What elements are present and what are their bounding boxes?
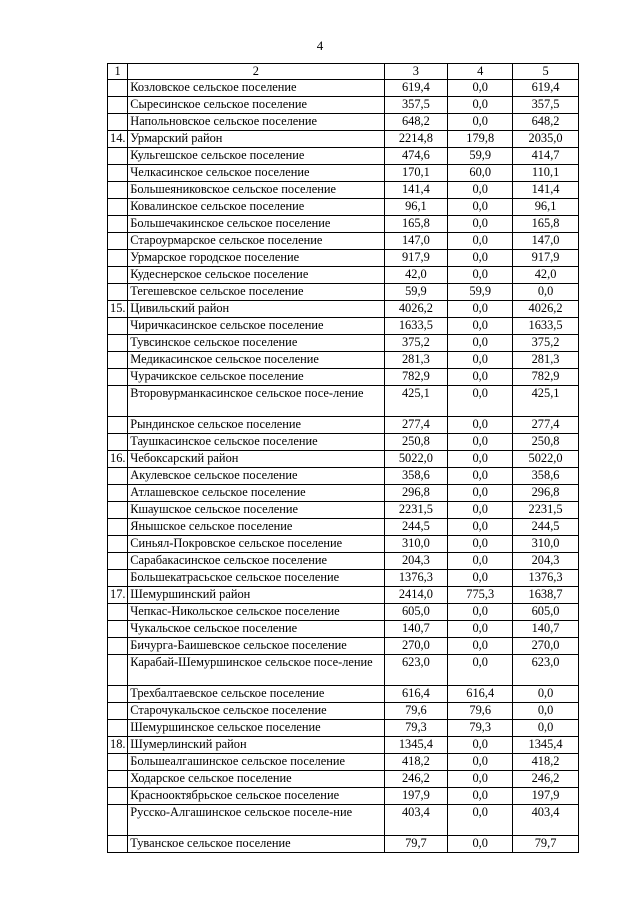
row-name: Урмарское городское поселение <box>128 250 384 267</box>
row-col-4: 0,0 <box>448 805 513 836</box>
row-col-4: 0,0 <box>448 216 513 233</box>
row-name: Шемуршинское сельское поселение <box>128 720 384 737</box>
table-row <box>108 536 579 553</box>
row-col-5: 96,1 <box>513 199 579 216</box>
row-number <box>108 165 128 182</box>
row-col-4: 0,0 <box>448 267 513 284</box>
row-name: Ходарское сельское поселение <box>128 771 384 788</box>
row-col-4: 0,0 <box>448 80 513 97</box>
row-col-5: 605,0 <box>513 604 579 621</box>
row-col-3: 5022,0 <box>384 451 448 468</box>
row-col-5: 418,2 <box>513 754 579 771</box>
row-number <box>108 250 128 267</box>
row-col-4: 0,0 <box>448 621 513 638</box>
row-col-5: 1345,4 <box>513 737 579 754</box>
row-name: Староурмарское сельское поселение <box>128 233 384 250</box>
budget-table <box>107 63 579 853</box>
row-name: Таушкасинское сельское поселение <box>128 434 384 451</box>
row-number <box>108 267 128 284</box>
table-row <box>108 199 579 216</box>
row-col-4: 0,0 <box>448 451 513 468</box>
row-col-4: 0,0 <box>448 655 513 686</box>
row-col-3: 310,0 <box>384 536 448 553</box>
row-number <box>108 386 128 417</box>
row-col-5: 357,5 <box>513 97 579 114</box>
row-name: Кудеснерское сельское поселение <box>128 267 384 284</box>
row-name: Акулевское сельское поселение <box>128 468 384 485</box>
row-col-5: 270,0 <box>513 638 579 655</box>
row-col-4: 0,0 <box>448 369 513 386</box>
row-col-4: 0,0 <box>448 233 513 250</box>
row-col-3: 96,1 <box>384 199 448 216</box>
row-col-5: 141,4 <box>513 182 579 199</box>
row-col-3: 79,7 <box>384 836 448 853</box>
row-col-4: 0,0 <box>448 519 513 536</box>
row-col-4: 0,0 <box>448 114 513 131</box>
row-number <box>108 216 128 233</box>
row-col-4: 0,0 <box>448 318 513 335</box>
table-row <box>108 519 579 536</box>
row-name: Рындинское сельское поселение <box>128 417 384 434</box>
row-col-4: 0,0 <box>448 199 513 216</box>
row-col-5: 79,7 <box>513 836 579 853</box>
row-col-5: 147,0 <box>513 233 579 250</box>
row-col-5: 310,0 <box>513 536 579 553</box>
table-row <box>108 267 579 284</box>
row-col-3: 79,6 <box>384 703 448 720</box>
header-col-5: 5 <box>513 64 579 80</box>
row-col-4: 0,0 <box>448 386 513 417</box>
row-number <box>108 148 128 165</box>
page-number: 4 <box>316 38 324 53</box>
table-row <box>108 604 579 621</box>
table-header-row <box>108 64 579 80</box>
table-body <box>108 64 579 853</box>
row-col-4: 79,3 <box>448 720 513 737</box>
row-col-3: 648,2 <box>384 114 448 131</box>
row-col-5: 1638,7 <box>513 587 579 604</box>
table-row <box>108 754 579 771</box>
row-col-3: 357,5 <box>384 97 448 114</box>
table-row <box>108 587 579 604</box>
row-number <box>108 114 128 131</box>
row-col-3: 140,7 <box>384 621 448 638</box>
table-row <box>108 97 579 114</box>
row-col-5: 246,2 <box>513 771 579 788</box>
row-number <box>108 182 128 199</box>
table-row <box>108 80 579 97</box>
row-col-4: 0,0 <box>448 638 513 655</box>
row-col-4: 775,3 <box>448 587 513 604</box>
row-col-4: 179,8 <box>448 131 513 148</box>
row-number <box>108 570 128 587</box>
row-col-3: 474,6 <box>384 148 448 165</box>
row-col-5: 281,3 <box>513 352 579 369</box>
row-number <box>108 434 128 451</box>
table-row <box>108 720 579 737</box>
row-col-4: 0,0 <box>448 553 513 570</box>
row-col-3: 358,6 <box>384 468 448 485</box>
table-row <box>108 352 579 369</box>
row-col-3: 246,2 <box>384 771 448 788</box>
row-col-5: 2231,5 <box>513 502 579 519</box>
row-number <box>108 80 128 97</box>
row-name: Туванское сельское поселение <box>128 836 384 853</box>
row-col-4: 59,9 <box>448 148 513 165</box>
row-col-5: 0,0 <box>513 284 579 301</box>
row-name: Старочукальское сельское поселение <box>128 703 384 720</box>
row-col-4: 0,0 <box>448 771 513 788</box>
row-col-3: 277,4 <box>384 417 448 434</box>
row-name: Трехбалтаевское сельское поселение <box>128 686 384 703</box>
row-number <box>108 788 128 805</box>
row-number <box>108 485 128 502</box>
row-name: Большечакинское сельское поселение <box>128 216 384 233</box>
row-number <box>108 655 128 686</box>
row-col-4: 59,9 <box>448 284 513 301</box>
row-name: Атлашевское сельское поселение <box>128 485 384 502</box>
row-col-3: 250,8 <box>384 434 448 451</box>
row-col-3: 1345,4 <box>384 737 448 754</box>
row-col-5: 0,0 <box>513 686 579 703</box>
row-number: 16. <box>108 451 128 468</box>
row-number <box>108 604 128 621</box>
row-col-5: 4026,2 <box>513 301 579 318</box>
row-col-3: 147,0 <box>384 233 448 250</box>
row-col-3: 616,4 <box>384 686 448 703</box>
row-col-3: 1633,5 <box>384 318 448 335</box>
table-row <box>108 148 579 165</box>
row-col-3: 605,0 <box>384 604 448 621</box>
row-number <box>108 97 128 114</box>
table-row <box>108 468 579 485</box>
row-col-3: 59,9 <box>384 284 448 301</box>
table-row <box>108 233 579 250</box>
row-number <box>108 318 128 335</box>
row-col-3: 2214,8 <box>384 131 448 148</box>
row-name: Сыресинское сельское поселение <box>128 97 384 114</box>
row-name: Цивильский район <box>128 301 384 318</box>
row-col-5: 425,1 <box>513 386 579 417</box>
row-col-4: 0,0 <box>448 335 513 352</box>
row-number: 17. <box>108 587 128 604</box>
row-name: Козловское сельское поселение <box>128 80 384 97</box>
row-col-3: 204,3 <box>384 553 448 570</box>
row-col-5: 5022,0 <box>513 451 579 468</box>
row-number <box>108 536 128 553</box>
table-row <box>108 836 579 853</box>
table-row <box>108 451 579 468</box>
table-row <box>108 284 579 301</box>
row-col-4: 0,0 <box>448 417 513 434</box>
row-col-4: 0,0 <box>448 502 513 519</box>
row-number <box>108 720 128 737</box>
row-name: Напольновское сельское поселение <box>128 114 384 131</box>
table-row <box>108 703 579 720</box>
row-col-3: 270,0 <box>384 638 448 655</box>
row-col-3: 375,2 <box>384 335 448 352</box>
row-name: Медикасинское сельское поселение <box>128 352 384 369</box>
row-col-5: 140,7 <box>513 621 579 638</box>
row-col-3: 79,3 <box>384 720 448 737</box>
row-name: Янышское сельское поселение <box>128 519 384 536</box>
row-name: Чепкас-Никольское сельское поселение <box>128 604 384 621</box>
row-name: Бичурга-Баишевское сельское поселение <box>128 638 384 655</box>
row-name: Большеалгашинское сельское поселение <box>128 754 384 771</box>
row-number <box>108 284 128 301</box>
row-name: Тегешевское сельское поселение <box>128 284 384 301</box>
table-row <box>108 553 579 570</box>
row-col-3: 197,9 <box>384 788 448 805</box>
row-col-5: 296,8 <box>513 485 579 502</box>
row-col-5: 204,3 <box>513 553 579 570</box>
row-name: Шумерлинский район <box>128 737 384 754</box>
row-name: Кульгешское сельское поселение <box>128 148 384 165</box>
row-number <box>108 621 128 638</box>
row-number: 18. <box>108 737 128 754</box>
row-col-3: 782,9 <box>384 369 448 386</box>
row-col-5: 250,8 <box>513 434 579 451</box>
row-col-3: 2414,0 <box>384 587 448 604</box>
row-name: Шемуршинский район <box>128 587 384 604</box>
table-row <box>108 805 579 836</box>
header-col-3: 3 <box>384 64 448 80</box>
table-row <box>108 369 579 386</box>
row-name: Большекатрасьское сельское поселение <box>128 570 384 587</box>
row-col-3: 165,8 <box>384 216 448 233</box>
row-col-4: 0,0 <box>448 788 513 805</box>
row-col-3: 4026,2 <box>384 301 448 318</box>
row-name: Сарабакасинское сельское поселение <box>128 553 384 570</box>
row-col-3: 917,9 <box>384 250 448 267</box>
row-col-5: 2035,0 <box>513 131 579 148</box>
header-col-1: 1 <box>108 64 128 80</box>
row-number <box>108 335 128 352</box>
table-row <box>108 570 579 587</box>
row-col-5: 414,7 <box>513 148 579 165</box>
row-name: Чурачикское сельское поселение <box>128 369 384 386</box>
row-name: Карабай-Шемуршинское сельское посе-ление <box>128 655 384 686</box>
row-col-5: 42,0 <box>513 267 579 284</box>
table-row <box>108 655 579 686</box>
row-col-5: 244,5 <box>513 519 579 536</box>
table-row <box>108 788 579 805</box>
table-row <box>108 131 579 148</box>
row-number <box>108 502 128 519</box>
row-col-5: 0,0 <box>513 703 579 720</box>
row-col-3: 244,5 <box>384 519 448 536</box>
row-col-4: 79,6 <box>448 703 513 720</box>
table-row <box>108 621 579 638</box>
row-col-3: 1376,3 <box>384 570 448 587</box>
table-row <box>108 502 579 519</box>
row-col-4: 0,0 <box>448 250 513 267</box>
table-row <box>108 301 579 318</box>
table-row <box>108 485 579 502</box>
table-row <box>108 737 579 754</box>
table-row <box>108 386 579 417</box>
table-row <box>108 318 579 335</box>
row-name: Большеяниковское сельское поселение <box>128 182 384 199</box>
row-col-5: 0,0 <box>513 720 579 737</box>
row-col-4: 0,0 <box>448 182 513 199</box>
row-number <box>108 417 128 434</box>
row-col-4: 0,0 <box>448 737 513 754</box>
table-row <box>108 216 579 233</box>
row-col-3: 425,1 <box>384 386 448 417</box>
row-name: Тувсинское сельское поселение <box>128 335 384 352</box>
row-number <box>108 686 128 703</box>
row-col-5: 917,9 <box>513 250 579 267</box>
table-row <box>108 771 579 788</box>
row-col-5: 648,2 <box>513 114 579 131</box>
row-col-5: 1376,3 <box>513 570 579 587</box>
row-col-5: 1633,5 <box>513 318 579 335</box>
row-name: Краснооктябрьское сельское поселение <box>128 788 384 805</box>
header-col-2: 2 <box>128 64 384 80</box>
row-col-3: 141,4 <box>384 182 448 199</box>
row-col-4: 0,0 <box>448 434 513 451</box>
row-number <box>108 233 128 250</box>
row-number <box>108 352 128 369</box>
table-row <box>108 638 579 655</box>
row-name: Второвурманкасинское сельское посе-ление <box>128 386 384 417</box>
row-col-3: 2231,5 <box>384 502 448 519</box>
table-row <box>108 182 579 199</box>
table-row <box>108 417 579 434</box>
row-number <box>108 199 128 216</box>
row-name: Кшаушское сельское поселение <box>128 502 384 519</box>
row-name: Ковалинское сельское поселение <box>128 199 384 216</box>
row-col-5: 165,8 <box>513 216 579 233</box>
row-number <box>108 754 128 771</box>
row-name: Челкасинское сельское поселение <box>128 165 384 182</box>
row-col-3: 623,0 <box>384 655 448 686</box>
row-number <box>108 519 128 536</box>
row-col-4: 0,0 <box>448 604 513 621</box>
header-col-4: 4 <box>448 64 513 80</box>
table-row <box>108 434 579 451</box>
row-col-3: 403,4 <box>384 805 448 836</box>
row-col-4: 0,0 <box>448 97 513 114</box>
row-number <box>108 771 128 788</box>
row-col-5: 623,0 <box>513 655 579 686</box>
row-col-4: 0,0 <box>448 485 513 502</box>
row-col-5: 358,6 <box>513 468 579 485</box>
row-col-4: 0,0 <box>448 536 513 553</box>
row-col-3: 418,2 <box>384 754 448 771</box>
table-row <box>108 335 579 352</box>
row-col-3: 619,4 <box>384 80 448 97</box>
row-number <box>108 638 128 655</box>
row-col-5: 277,4 <box>513 417 579 434</box>
table-row <box>108 250 579 267</box>
row-col-3: 42,0 <box>384 267 448 284</box>
row-name: Урмарский район <box>128 131 384 148</box>
row-name: Синьял-Покровское сельское поселение <box>128 536 384 553</box>
row-number: 15. <box>108 301 128 318</box>
row-col-3: 170,1 <box>384 165 448 182</box>
row-col-5: 197,9 <box>513 788 579 805</box>
row-col-4: 616,4 <box>448 686 513 703</box>
row-number: 14. <box>108 131 128 148</box>
row-col-5: 782,9 <box>513 369 579 386</box>
row-col-4: 0,0 <box>448 352 513 369</box>
row-number <box>108 703 128 720</box>
row-number <box>108 553 128 570</box>
row-col-5: 375,2 <box>513 335 579 352</box>
row-number <box>108 468 128 485</box>
table-row <box>108 165 579 182</box>
row-name: Чиричкасинское сельское поселение <box>128 318 384 335</box>
table-row <box>108 686 579 703</box>
row-col-3: 296,8 <box>384 485 448 502</box>
row-number <box>108 805 128 836</box>
row-name: Чебоксарский район <box>128 451 384 468</box>
row-name: Русско-Алгашинское сельское поселе-ние <box>128 805 384 836</box>
row-col-3: 281,3 <box>384 352 448 369</box>
row-col-5: 110,1 <box>513 165 579 182</box>
row-col-4: 0,0 <box>448 468 513 485</box>
row-col-4: 0,0 <box>448 754 513 771</box>
row-col-5: 619,4 <box>513 80 579 97</box>
row-name: Чукальское сельское поселение <box>128 621 384 638</box>
row-col-4: 60,0 <box>448 165 513 182</box>
row-col-5: 403,4 <box>513 805 579 836</box>
row-number <box>108 369 128 386</box>
row-col-4: 0,0 <box>448 570 513 587</box>
table-row <box>108 114 579 131</box>
row-number <box>108 836 128 853</box>
row-col-4: 0,0 <box>448 301 513 318</box>
row-col-4: 0,0 <box>448 836 513 853</box>
